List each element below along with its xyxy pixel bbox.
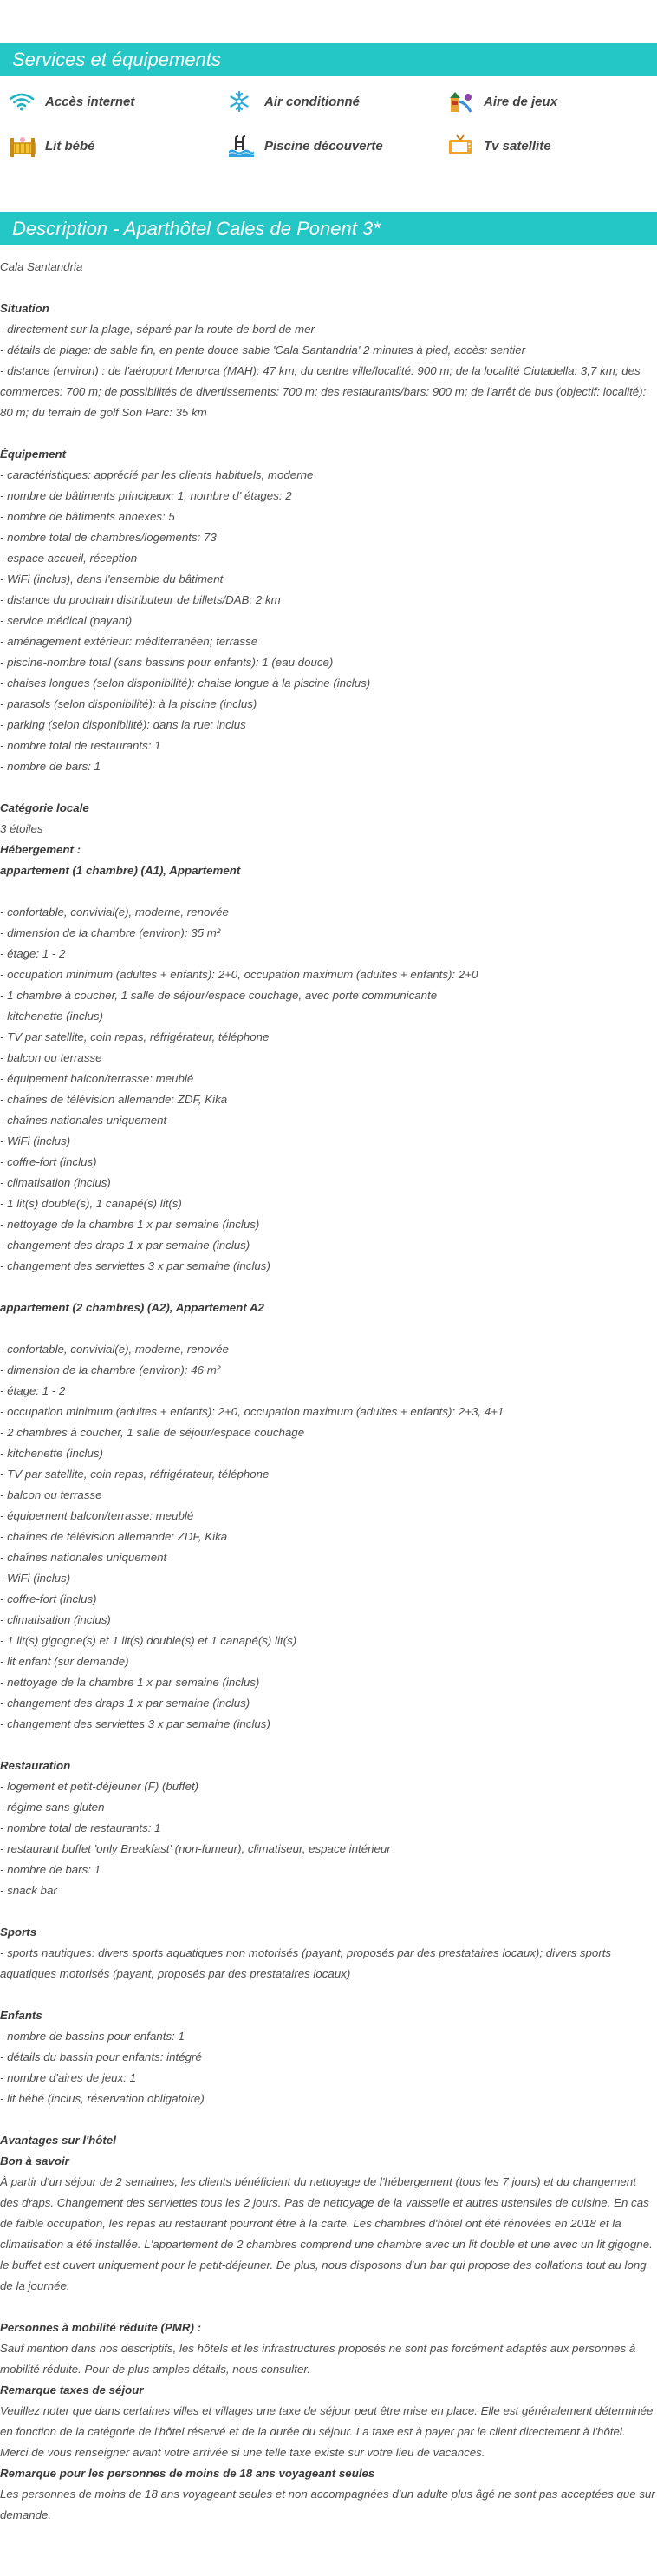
spacer: [0, 2297, 655, 2318]
description-line: - WiFi (inclus): [0, 1134, 71, 1147]
description-heading: Enfants: [0, 2009, 42, 2022]
description-heading: appartement (1 chambre) (A1), Appartement: [0, 864, 241, 877]
description-line: - confortable, convivial(e), moderne, renovée: [0, 1343, 229, 1356]
description-line: - piscine-nombre total (sans bassins pour enfants): 1 (eau douce): [0, 656, 334, 669]
spacer: [0, 881, 655, 902]
description-line: - WiFi (inclus): [0, 1572, 71, 1585]
description-line: - lit enfant (sur demande): [0, 1655, 129, 1668]
description-line: - chaînes nationales uniquement: [0, 1114, 167, 1127]
description-line: - TV par satellite, coin repas, réfrigérateur, téléphone: [0, 1030, 270, 1043]
description-line: - coffre-fort (inclus): [0, 1155, 97, 1168]
description-line: - chaînes de télévision allemande: ZDF, Kika: [0, 1530, 228, 1543]
description-line: - équipement balcon/terrasse: meublé: [0, 1509, 194, 1522]
description-line: - 1 lit(s) gigogne(s) et 1 lit(s) double(s) et 1 canapé(s) lit(s): [0, 1634, 297, 1647]
description-line: - étage: 1 - 2: [0, 1384, 66, 1397]
description-line: - logement et petit-déjeuner (F) (buffet): [0, 1780, 199, 1793]
description-line: - nombre d'aires de jeux: 1: [0, 2071, 137, 2084]
description-line: - parasols (selon disponibilité): à la piscine (inclus): [0, 697, 257, 710]
amenity-internet: [9, 90, 228, 113]
description-line: - 2 chambres à coucher, 1 salle de séjour/espace couchage: [0, 1426, 305, 1439]
spacer: [0, 2109, 655, 2130]
services-header: [0, 43, 657, 76]
description-line: À partir d'un séjour de 2 semaines, les clients bénéficient du nettoyage de l'hébergement (tous les 7 jours) et du changement des draps. Changement des serviettes tous les 2 jours. Pas de nettoyage de la vaisselle et autres ustensiles de cuisine. En cas de faible occupation, les repas au restaurant pourront être à la carte. Les chambres d'hôtel ont été rénovées en 2018 et la climatisation a été installée. L'appartement de 2 chambres comprend une chambre avec un lit double et une avec un lit gigogne. le buffet est ouvert uniquement pour le petit-déjeuner. De plus, nous disposons d'un bar qui propose des collations tout au long de la journée.: [0, 2175, 653, 2292]
description-line: - 1 chambre à coucher, 1 salle de séjour/espace couchage, avec porte communicante: [0, 989, 438, 1002]
amenity-label: Air conditionné: [264, 94, 360, 109]
description-heading: Remarque pour les personnes de moins de 18 ans voyageant seules: [0, 2467, 375, 2480]
description-line: - kitchenette (inclus): [0, 1447, 103, 1460]
description-line: - nettoyage de la chambre 1 x par semaine (inclus): [0, 1676, 260, 1689]
description-line: - directement sur la plage, séparé par la route de bord de mer: [0, 323, 315, 336]
description-heading: Personnes à mobilité réduite (PMR) :: [0, 2321, 201, 2334]
amenity-label: Lit bébé: [45, 138, 95, 154]
wifi-icon: [9, 90, 38, 113]
description-heading: Sports: [0, 1925, 37, 1939]
description-line: - régime sans gluten: [0, 1801, 105, 1814]
description-line: - occupation minimum (adultes + enfants): 2+0, occupation maximum (adultes + enfants): 2+0: [0, 968, 478, 981]
amenity-baby-bed: [9, 134, 228, 157]
description-heading: Hébergement :: [0, 843, 81, 856]
description-line: - balcon ou terrasse: [0, 1488, 102, 1501]
baby-bed-icon: [9, 134, 38, 157]
description-line: - distance (environ) : de l'aéroport Menorca (MAH): 47 km; du centre ville/localité: 900 m; de la localité Ciutadella: 3,7 km; des commerces: 700 m; de possibilités de divertissements: 700 m; des restaurants/bars: 900 m; de l'arrêt de bus (objectif: localité): 80 m; du terrain de golf Son Parc: 35 km: [0, 364, 647, 419]
spacer: [0, 1901, 655, 1922]
description-line: - nombre total de chambres/logements: 73: [0, 531, 217, 544]
description-heading: Remarque taxes de séjour: [0, 2383, 144, 2396]
description-header-title: Description - Aparthôtel Cales de Ponent 3*: [12, 218, 381, 239]
description-line: - nombre de bassins pour enfants: 1: [0, 2030, 185, 2043]
amenities-grid: [9, 90, 650, 157]
description-line: - chaises longues (selon disponibilité): chaise longue à la piscine (inclus): [0, 677, 371, 690]
description-line: - étage: 1 - 2: [0, 947, 66, 960]
description-line: - nettoyage de la chambre 1 x par semaine (inclus): [0, 1218, 260, 1231]
spacer: [0, 777, 655, 798]
description-heading: Restauration: [0, 1759, 71, 1772]
amenity-label: Aire de jeux: [484, 94, 558, 109]
description-line: - chaînes nationales uniquement: [0, 1551, 167, 1564]
description-line: - restaurant buffet 'only Breakfast' (non-fumeur), climatiseur, espace intérieur: [0, 1842, 391, 1855]
description-line: - WiFi (inclus), dans l'ensemble du bâtiment: [0, 572, 224, 585]
description-line: - nombre total de restaurants: 1: [0, 1821, 161, 1834]
description-line: Les personnes de moins de 18 ans voyageant seules et non accompagnées d'un adulte plus âgé ne sont pas acceptées que sur demande.: [0, 2488, 655, 2521]
description-line: - nombre de bâtiments annexes: 5: [0, 510, 175, 523]
description-line: - détails de plage: de sable fin, en pente douce sable 'Cala Santandria' 2 minutes à pied, accès: sentier: [0, 343, 526, 356]
description-line: 3 étoiles: [0, 822, 43, 835]
description-line: - distance du prochain distributeur de billets/DAB: 2 km: [0, 593, 281, 606]
description-line: - nombre total de restaurants: 1: [0, 739, 161, 752]
description-line: - TV par satellite, coin repas, réfrigérateur, téléphone: [0, 1468, 270, 1481]
description-line: Merci de vous renseigner avant votre arrivée si une telle taxe existe sur votre lieu de vacances.: [0, 2446, 485, 2459]
description-line: - service médical (payant): [0, 614, 133, 627]
description-line: - nombre de bars: 1: [0, 1863, 101, 1876]
description-line: - équipement balcon/terrasse: meublé: [0, 1072, 194, 1085]
description-line: - chaînes de télévision allemande: ZDF, Kika: [0, 1093, 228, 1106]
amenity-playground: [447, 90, 650, 113]
description-line: - climatisation (inclus): [0, 1176, 111, 1189]
description-line: - nombre de bâtiments principaux: 1, nombre d' étages: 2: [0, 489, 292, 502]
description-line: - 1 lit(s) double(s), 1 canapé(s) lit(s): [0, 1197, 182, 1210]
amenity-label: Tv satellite: [484, 138, 551, 154]
spacer: [0, 1277, 655, 1298]
amenity-pool: [228, 134, 447, 157]
description-line: - nombre de bars: 1: [0, 760, 101, 773]
description-heading: Avantages sur l'hôtel: [0, 2134, 116, 2147]
services-header-title: Services et équipements: [12, 49, 221, 70]
amenity-label: Piscine découverte: [264, 138, 383, 154]
description-line: - changement des draps 1 x par semaine (inclus): [0, 1239, 250, 1252]
spacer: [0, 1984, 655, 2005]
spacer: [0, 1318, 655, 1339]
description-line: - parking (selon disponibilité): dans la rue: inclus: [0, 718, 246, 731]
spacer: [0, 1735, 655, 1755]
description-line: - dimension de la chambre (environ): 46 m²: [0, 1363, 221, 1376]
description-heading: Catégorie locale: [0, 801, 89, 814]
description-header: [0, 212, 657, 245]
description-body: [0, 257, 655, 2526]
description-line: - changement des draps 1 x par semaine (inclus): [0, 1697, 250, 1710]
playground-icon: [447, 90, 477, 113]
description-line: - espace accueil, réception: [0, 552, 138, 565]
description-line: - changement des serviettes 3 x par semaine (inclus): [0, 1717, 270, 1730]
description-line: Veuillez noter que dans certaines villes et villages une taxe de séjour peut être mise en place. Elle est généralement déterminée en fonction de la catégorie de l'hôtel réservé et de la durée du séjour. La taxe est à payer par le client directement à l'hôtel.: [0, 2404, 654, 2438]
description-line: - changement des serviettes 3 x par semaine (inclus): [0, 1259, 270, 1272]
tv-icon: [447, 134, 477, 157]
description-line: - lit bébé (inclus, réservation obligatoire): [0, 2092, 205, 2105]
description-line: - confortable, convivial(e), moderne, renovée: [0, 906, 229, 919]
description-line: - occupation minimum (adultes + enfants): 2+0, occupation maximum (adultes + enfants): 2+3, 4+1: [0, 1405, 504, 1418]
description-line: - caractéristiques: apprécié par les clients habituels, moderne: [0, 468, 314, 481]
description-heading: Situation: [0, 302, 49, 315]
description-line: - snack bar: [0, 1884, 57, 1897]
description-line: - coffre-fort (inclus): [0, 1592, 97, 1605]
description-line: Cala Santandria: [0, 260, 83, 273]
description-line: - aménagement extérieur: méditerranéen; terrasse: [0, 635, 258, 648]
description-heading: appartement (2 chambres) (A2), Appartement A2: [0, 1301, 264, 1314]
amenity-tv: [447, 134, 650, 157]
description-line: - kitchenette (inclus): [0, 1010, 103, 1023]
description-line: - climatisation (inclus): [0, 1613, 111, 1626]
amenity-label: Accès internet: [45, 94, 135, 109]
description-line: - balcon ou terrasse: [0, 1051, 102, 1064]
description-line: - sports nautiques: divers sports aquatiques non motorisés (payant, proposés par des prestataires locaux); divers sports aquatiques motorisés (payant, proposés par des prestataires locaux): [0, 1946, 612, 1980]
pool-icon: [228, 134, 257, 157]
snowflake-icon: [228, 90, 257, 113]
amenity-aircon: [228, 90, 447, 113]
spacer: [0, 278, 655, 298]
description-heading: Bon à savoir: [0, 2154, 69, 2167]
description-line: - dimension de la chambre (environ): 35 m²: [0, 926, 221, 939]
description-heading: Équipement: [0, 448, 67, 461]
description-line: - détails du bassin pour enfants: intégré: [0, 2050, 202, 2063]
description-line: Sauf mention dans nos descriptifs, les hôtels et les infrastructures proposés ne sont pas forcément adaptés aux personnes à mobilité réduite. Pour de plus amples détails, nous consulter.: [0, 2342, 636, 2376]
spacer: [0, 423, 655, 444]
